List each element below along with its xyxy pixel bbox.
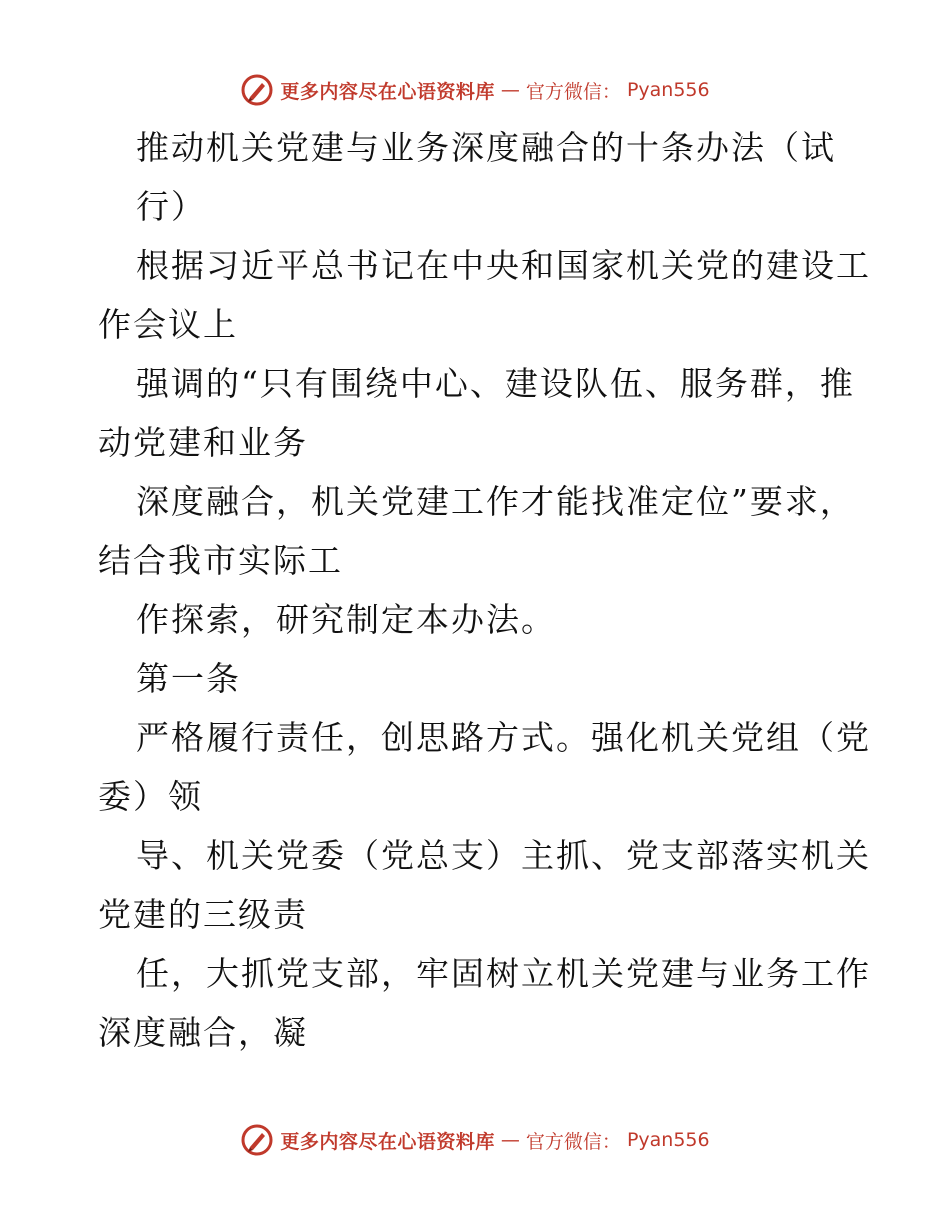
paragraph-line: 结合我市实际工 bbox=[98, 541, 343, 580]
banner-wechat-label: 官方微信： bbox=[525, 80, 621, 103]
article-heading: 第一条 bbox=[136, 659, 241, 698]
paragraph-line: 深度融合，凝 bbox=[98, 1013, 308, 1052]
pen-logo-icon bbox=[240, 1123, 274, 1157]
paragraph-line: 导、机关党委（党总支）主抓、党支部落实机关 bbox=[136, 836, 871, 875]
title-line-1: 推动机关党建与业务深度融合的十条办法（试 bbox=[136, 128, 836, 167]
paragraph-line: 党建的三级责 bbox=[98, 895, 308, 934]
paragraph-line: 根据习近平总书记在中央和国家机关党的建设工 bbox=[136, 246, 871, 285]
banner-dash: — bbox=[500, 79, 520, 101]
title-line-2: 行） bbox=[136, 187, 206, 226]
banner-wechat-id: Pyan556 bbox=[626, 79, 710, 101]
paragraph-line: 动党建和业务 bbox=[98, 423, 308, 462]
header-banner bbox=[0, 70, 950, 110]
paragraph-line: 强调的“只有围绕中心、建设队伍、服务群，推 bbox=[136, 364, 855, 403]
paragraph-line: 深度融合，机关党建工作才能找准定位”要求， bbox=[136, 482, 855, 521]
paragraph-line: 作探索，研究制定本办法。 bbox=[136, 600, 556, 639]
paragraph-line: 委）领 bbox=[98, 777, 203, 816]
banner-wechat-id: Pyan556 bbox=[626, 1129, 710, 1151]
paragraph-line: 作会议上 bbox=[98, 305, 238, 344]
banner-dash: — bbox=[500, 1129, 520, 1151]
paragraph-line: 任，大抓党支部，牢固树立机关党建与业务工作 bbox=[136, 954, 871, 993]
footer-banner bbox=[0, 1120, 950, 1160]
banner-title: 更多内容尽在心语资料库 bbox=[280, 1130, 495, 1153]
banner-title: 更多内容尽在心语资料库 bbox=[280, 80, 495, 103]
banner-wechat-label: 官方微信： bbox=[525, 1130, 621, 1153]
paragraph-line: 严格履行责任，创思路方式。强化机关党组（党 bbox=[136, 718, 871, 757]
document-body bbox=[98, 118, 871, 1062]
pen-logo-icon bbox=[240, 73, 274, 107]
